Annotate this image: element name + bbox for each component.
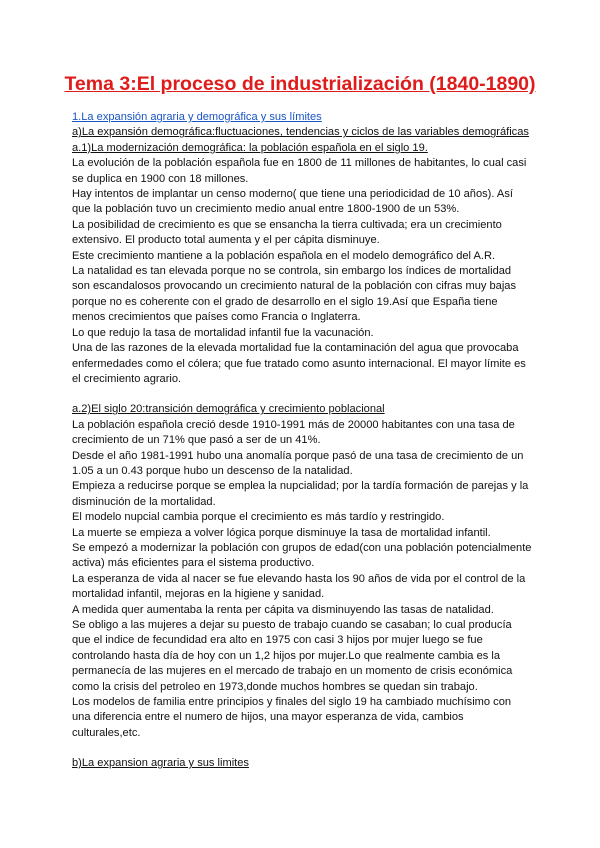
paragraph: Desde el año 1981-1991 hubo una anomalía porque pasó de una tasa de crecimiento de un 1.05 a un 0.43 porque hubo un descenso de la natalidad. [72, 449, 524, 477]
document-body [72, 110, 532, 772]
paragraph: El modelo nupcial cambia porque el crecimiento es más tardío y restringido. [72, 511, 445, 524]
paragraph: La población española creció desde 1910-1991 más de 20000 habitantes con una tasa de crecimiento de un 71% que pasó a ser de un 41%. [72, 418, 515, 447]
paragraph: Se obligo a las mujeres a dejar su puesto de trabajo cuando se casaban; lo cual producía que el indice de fecundidad era alto en 1975 con casi 3 hijos por mujer luego se fue controlando hasta día de hoy con un 1,2 hijos por mujer.Lo que realmente cambia es la permanecía de las mujeres en el mercado de trabajo en un momento de crisis económica como la crisis del petroleo en 1973,donde muchos hombres se quedan sin trabajo. [72, 619, 513, 693]
paragraph: La natalidad es tan elevada porque no se controla, sin embargo los índices de mortalidad son escandalosos provocando un crecimiento natural de la población con cifras muy bajas porque no es coherente con el grado de desarrollo en el siglo 19.Así que España tiene menos crecimientos que países como Francia o Inglaterra. [72, 265, 517, 324]
paragraph: A medida quer aumentaba la renta per cápita va disminuyendo las tasas de natalidad. [72, 603, 494, 616]
section-heading-b: b)La expansion agraria y sus limites [72, 757, 249, 770]
section-heading-a: a)La expansión demográfica:fluctuaciones, tendencias y ciclos de las variables demográficas [72, 126, 529, 139]
paragraph: La esperanza de vida al nacer se fue elevando hasta los 90 años de vida por el control de la mortalidad infantil, mejoras en la higiene y sanidad. [72, 572, 526, 601]
paragraph: Empieza a reducirse porque se emplea la nupcialidad; por la tardía formación de parejas y la disminución de la mortalidad. [72, 480, 529, 508]
paragraph: Lo que redujo la tasa de mortalidad infantil fue la vacunación. [72, 326, 374, 339]
paragraph: Los modelos de familia entre principios y finales del siglo 19 ha cambiado muchísimo con una diferencia entre el numero de hijos, una mayor esperanza de vida, cambios culturales,etc. [72, 696, 512, 739]
paragraph-spacer [72, 741, 532, 756]
section-heading-1: 1.La expansión agraria y demográfica y sus límites [72, 111, 322, 123]
paragraph: Hay intentos de implantar un censo moderno( que tiene una periodicidad de 10 años). Así que la población tuvo un crecimiento medio anual entre 1800-1900 de un 53%. [72, 188, 513, 216]
section-heading-a1: a.1)La modernización demográfica: la población española en el siglo 19. [72, 141, 428, 154]
paragraph: La evolución de la población española fue en 1800 de 11 millones de habitantes, lo cual casi se duplica en 1900 con 18 millones. [72, 157, 527, 185]
paragraph: La muerte se empieza a volver lógica porque disminuye la tasa de mortalidad infantil. [72, 526, 491, 539]
paragraph: Una de las razones de la elevada mortalidad fue la contaminación del agua que provocaba enfermedades como el cólera; que fue tratado como asunto internacional. El mayor límite es el crecimiento agrario. [72, 342, 526, 385]
paragraph: La posibilidad de crecimiento es que se ensancha la tierra cultivada; era un crecimiento extensivo. El producto total aumenta y el per cápita disminuye. [72, 218, 502, 247]
paragraph: Se empezó a modernizar la población con grupos de edad(con una población potencialmente activa) más eficientes para el sistema productivo. [72, 541, 532, 570]
paragraph-spacer [72, 387, 532, 402]
paragraph: Este crecimiento mantiene a la población española en el modelo demográfico del A.R. [72, 249, 496, 262]
document-title: Tema 3:El proceso de industrialización (1840-1890) [64, 73, 536, 95]
section-heading-a2: a.2)El siglo 20:transición demográfica y crecimiento poblacional [72, 403, 385, 416]
